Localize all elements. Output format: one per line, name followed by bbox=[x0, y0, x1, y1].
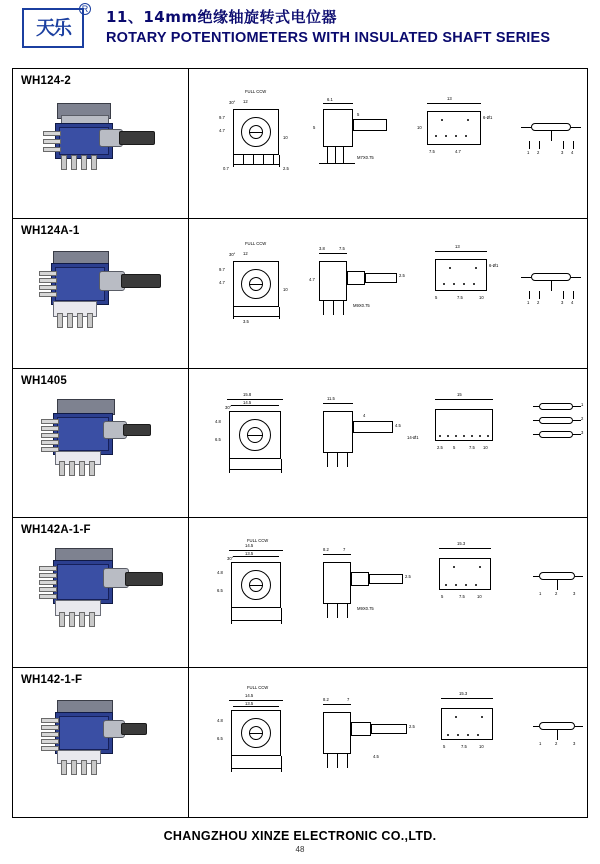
dimension-text: 6.5 bbox=[217, 588, 223, 594]
dimension-text: 10 bbox=[479, 294, 484, 300]
dimension-text: 7.5 bbox=[461, 744, 467, 750]
company-logo bbox=[22, 4, 89, 48]
product-photo bbox=[39, 95, 179, 187]
dimension-text: 3.8 bbox=[319, 245, 325, 251]
dimension-text: 15 bbox=[457, 391, 462, 397]
dimension-text: 14.5 bbox=[245, 693, 254, 699]
side-view-drawing bbox=[309, 241, 413, 329]
dimension-text: 4.5 bbox=[373, 754, 379, 760]
dimension-text: 7.5 bbox=[469, 444, 475, 450]
page-footer bbox=[0, 829, 600, 854]
dimension-text: 5 bbox=[441, 594, 444, 600]
side-view-drawing bbox=[313, 95, 397, 177]
dimension-text: 13 bbox=[447, 96, 452, 101]
drawing-cell bbox=[189, 668, 587, 817]
angle-label: 30° bbox=[227, 556, 234, 562]
full-ccw-label: FULL CCW bbox=[247, 538, 269, 544]
schematic-drawing: 1 2 3 bbox=[533, 564, 587, 604]
dimension-text: 13 bbox=[455, 243, 460, 249]
dimension-text: 2.5 bbox=[399, 272, 405, 278]
product-table bbox=[12, 68, 588, 818]
dimension-text: 8.2 bbox=[323, 547, 329, 553]
model-name: WH124-2 bbox=[21, 75, 71, 87]
drawing-cell bbox=[189, 69, 587, 218]
schematic-drawing: 1 2 3 4 bbox=[521, 259, 583, 313]
dimension-text: M9X0.75 bbox=[353, 302, 370, 308]
dimension-text: M7X0.75 bbox=[357, 155, 374, 160]
dimension-text: 5 bbox=[435, 294, 438, 300]
dimension-text: 10 bbox=[417, 125, 422, 130]
front-view-drawing bbox=[217, 685, 307, 782]
dimension-text: 6.5 bbox=[217, 736, 223, 742]
model-name: WH1405 bbox=[21, 374, 67, 387]
pcb-layout-drawing bbox=[429, 540, 529, 624]
registered-trademark-icon: R bbox=[79, 3, 91, 15]
side-view-drawing bbox=[317, 692, 421, 782]
dimension-text: 6.1 bbox=[327, 97, 333, 102]
header-titles bbox=[106, 8, 550, 48]
model-cell bbox=[13, 219, 189, 368]
dimension-text: 6.5 bbox=[215, 436, 221, 442]
drawing-cell bbox=[189, 518, 587, 667]
side-view-drawing bbox=[317, 542, 417, 632]
dimension-text: 7 bbox=[347, 697, 350, 703]
dimension-text: 3.5 bbox=[243, 318, 249, 324]
angle-label: 30° bbox=[229, 100, 236, 105]
full-ccw-label: FULL CCW bbox=[245, 240, 267, 246]
dimension-text: 14-Ø1 bbox=[407, 434, 419, 440]
pcb-layout-drawing bbox=[407, 391, 535, 475]
model-cell bbox=[13, 518, 189, 667]
schematic-drawing: 1 2 3 4 bbox=[521, 109, 583, 163]
dimension-text: 4.5 bbox=[395, 422, 401, 428]
company-name: CHANGZHOU XINZE ELECTRONIC CO.,LTD. bbox=[163, 829, 437, 843]
dimension-text: 7 bbox=[343, 547, 346, 553]
product-photo bbox=[39, 395, 179, 487]
dimension-text: 15.3 bbox=[459, 691, 468, 697]
full-ccw-label: FULL CCW bbox=[245, 89, 267, 94]
model-cell bbox=[13, 69, 189, 218]
angle-label: 30° bbox=[225, 404, 232, 410]
model-name: WH142-1-F bbox=[21, 674, 83, 687]
dimension-text: 12 bbox=[243, 250, 248, 256]
dimension-text: 7.5 bbox=[429, 149, 435, 154]
dimension-text: 10 bbox=[477, 594, 482, 600]
dimension-text: 13.5 bbox=[245, 701, 254, 707]
dimension-text: 9.7 bbox=[219, 266, 225, 272]
drawing-cell bbox=[189, 369, 587, 518]
dimension-text: 4.8 bbox=[217, 718, 223, 724]
product-photo bbox=[39, 544, 179, 636]
front-view-drawing bbox=[217, 391, 307, 483]
angle-label: 30° bbox=[229, 251, 236, 257]
dimension-text: 7.5 bbox=[457, 294, 463, 300]
dimension-text: 2.5 bbox=[283, 166, 289, 171]
front-view-drawing bbox=[219, 540, 307, 634]
dimension-text: 6-Ø1 bbox=[489, 262, 499, 268]
table-row bbox=[13, 219, 587, 369]
page-number: 48 bbox=[295, 845, 305, 854]
dimension-text: 4.7 bbox=[455, 149, 461, 154]
dimension-text: 0.7 bbox=[223, 166, 229, 171]
dimension-text: 5 bbox=[443, 744, 446, 750]
product-photo bbox=[39, 245, 179, 337]
dimension-text: 7.5 bbox=[459, 594, 465, 600]
side-view-drawing bbox=[317, 393, 413, 481]
dimension-text: 10 bbox=[283, 135, 288, 140]
dimension-text: 10 bbox=[483, 444, 488, 450]
page-header bbox=[0, 0, 600, 56]
dimension-text: 4.8 bbox=[217, 570, 223, 576]
dimension-text: 7.5 bbox=[339, 245, 345, 251]
model-cell bbox=[13, 668, 189, 817]
table-row bbox=[13, 69, 587, 219]
dimension-text: 8.2 bbox=[323, 697, 329, 703]
dimension-text: 15.8 bbox=[243, 391, 252, 397]
dimension-text: 13.5 bbox=[245, 551, 254, 557]
dimension-text: 14.5 bbox=[245, 543, 254, 549]
model-name: WH124A-1 bbox=[21, 224, 80, 237]
dimension-text: 2.5 bbox=[405, 574, 411, 580]
table-row bbox=[13, 518, 587, 668]
dimension-text: 6-Ø1 bbox=[483, 115, 493, 120]
dimension-text: 5 bbox=[357, 112, 360, 117]
dimension-text: 4.8 bbox=[215, 418, 221, 424]
page-title-english: ROTARY POTENTIOMETERS WITH INSULATED SHAFT SERIES bbox=[106, 30, 551, 46]
dimension-text: M9X0.75 bbox=[357, 606, 374, 612]
dimension-text: 9.7 bbox=[219, 115, 225, 120]
full-ccw-label: FULL CCW bbox=[247, 685, 269, 691]
page-title-chinese: 11、14mm绝缘轴旋转式电位器 bbox=[106, 8, 338, 26]
schematic-drawing: 1 2 3 bbox=[533, 714, 587, 754]
dimension-text: 4.7 bbox=[309, 276, 315, 282]
pcb-layout-drawing bbox=[419, 95, 515, 171]
pcb-layout-drawing bbox=[427, 243, 523, 319]
front-view-drawing bbox=[219, 89, 301, 175]
dimension-text: 10 bbox=[283, 286, 288, 292]
model-name: WH142A-1-F bbox=[21, 524, 91, 537]
dimension-text: 5 bbox=[313, 125, 316, 130]
dimension-text: 2.5 bbox=[437, 444, 443, 450]
dimension-text: 10 bbox=[479, 744, 484, 750]
dimension-text: 11.5 bbox=[327, 395, 335, 401]
dimension-text: 2.5 bbox=[409, 724, 415, 730]
dimension-text: 5 bbox=[453, 444, 456, 450]
table-row bbox=[13, 369, 587, 519]
product-photo bbox=[39, 694, 179, 786]
model-cell bbox=[13, 369, 189, 518]
dimension-text: 12 bbox=[243, 99, 248, 104]
dimension-text: 15.3 bbox=[457, 541, 466, 547]
dimension-text: 4.7 bbox=[219, 128, 225, 133]
dimension-text: 4 bbox=[363, 412, 366, 418]
pcb-layout-drawing bbox=[431, 690, 531, 774]
drawing-cell bbox=[189, 219, 587, 368]
front-view-drawing bbox=[219, 240, 301, 329]
dimension-text: 4.7 bbox=[219, 279, 225, 285]
table-row bbox=[13, 668, 587, 817]
dimension-text: 14.5 bbox=[243, 399, 252, 405]
schematic-drawing: 1 2 3 bbox=[533, 397, 587, 459]
logo-glyph-text: 天乐 bbox=[35, 16, 70, 39]
